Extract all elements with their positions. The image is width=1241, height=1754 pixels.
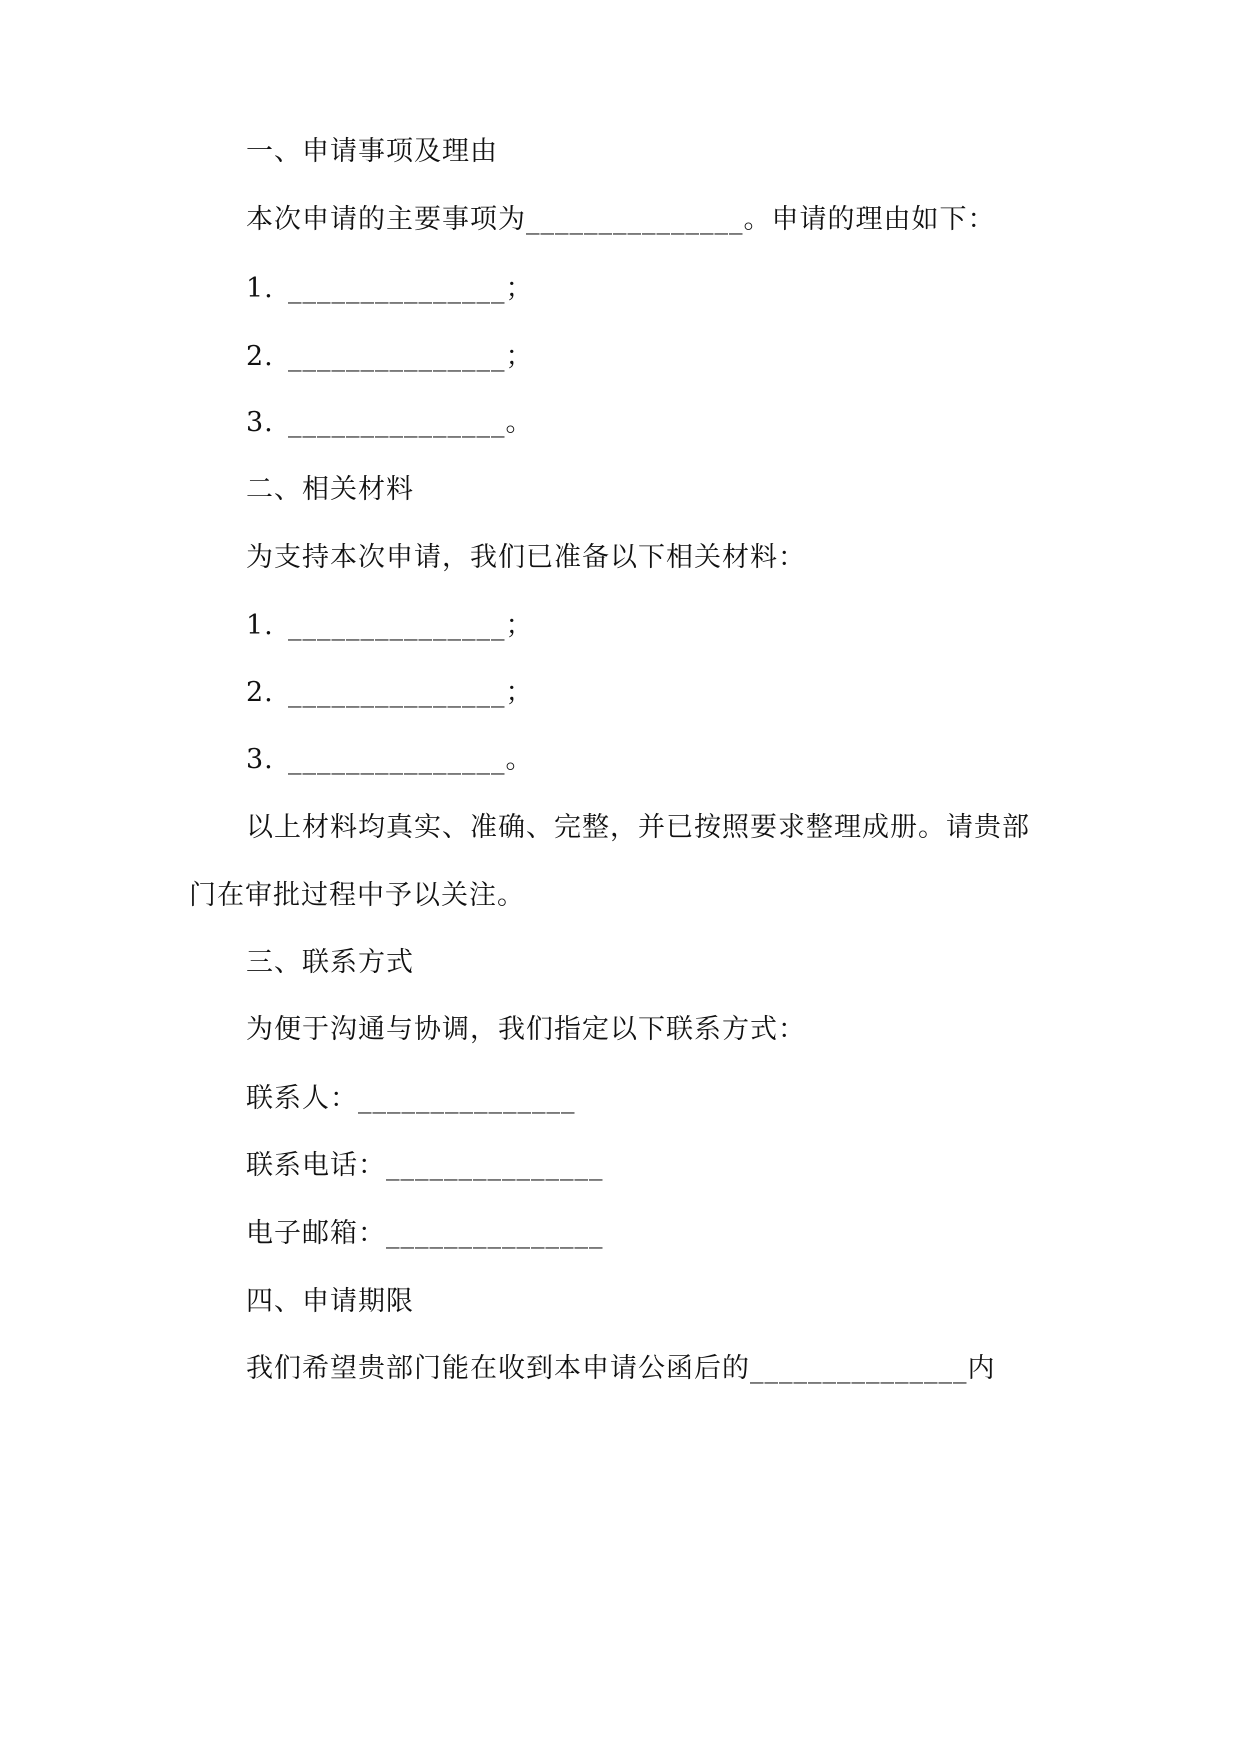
list-number: 2. (246, 677, 274, 708)
list-item (246, 743, 534, 777)
list-number: 3. (246, 407, 274, 438)
list-number: 1. (246, 610, 274, 641)
list-item (246, 340, 534, 374)
list-item (246, 406, 534, 440)
blank-field: _______________。 (288, 744, 534, 775)
section-heading-3: 三、联系方式 (246, 947, 414, 978)
list-number: 3. (246, 744, 274, 775)
list-item (246, 272, 534, 306)
list-item (246, 609, 534, 643)
materials-note-line1: 以上材料均真实、准确、完整，并已按照要求整理成册。请贵部 (246, 812, 1030, 843)
contact-phone-field: 联系电话：_______________ (246, 1150, 604, 1181)
list-item (246, 676, 534, 710)
blank-field: _______________； (288, 273, 534, 304)
section3-intro: 为便于沟通与协调，我们指定以下联系方式： (246, 1014, 806, 1045)
section-heading-2: 二、相关材料 (246, 474, 414, 505)
section1-intro: 本次申请的主要事项为_______________。申请的理由如下： (246, 204, 996, 235)
section-heading-1: 一、申请事项及理由 (246, 136, 498, 167)
list-number: 1. (246, 273, 274, 304)
section-heading-4: 四、申请期限 (246, 1286, 414, 1317)
blank-field: _______________； (288, 341, 534, 372)
contact-person-field: 联系人：_______________ (246, 1083, 576, 1114)
materials-note-line2: 门在审批过程中予以关注。 (189, 880, 525, 911)
blank-field: _______________； (288, 610, 534, 641)
list-number: 2. (246, 341, 274, 372)
blank-field: _______________； (288, 677, 534, 708)
email-field: 电子邮箱：_______________ (246, 1218, 604, 1249)
section4-line1: 我们希望贵部门能在收到本申请公函后的_______________内 (246, 1353, 996, 1384)
blank-field: _______________。 (288, 407, 534, 438)
section2-intro: 为支持本次申请，我们已准备以下相关材料： (246, 542, 806, 573)
